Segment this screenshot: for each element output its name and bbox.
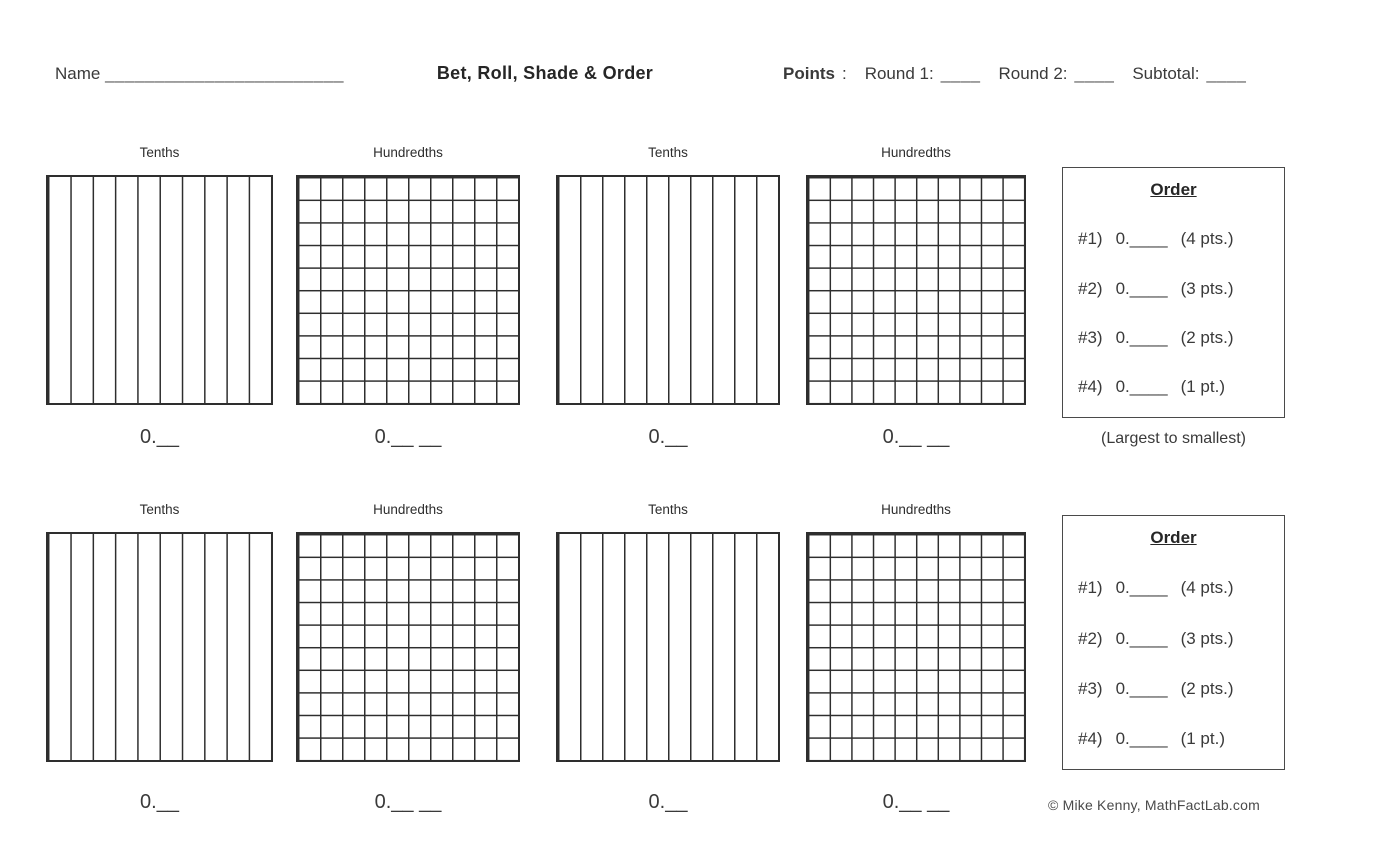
order-value-blank: 0.____ [1115, 729, 1168, 748]
hundredths-grid [806, 532, 1026, 762]
hundredths-grid [296, 175, 520, 405]
round1-blank: ____ [940, 64, 981, 83]
tenths-value-blank: 0.__ [140, 791, 179, 813]
copyright-text: © Mike Kenny, MathFactLab.com [1048, 797, 1260, 813]
round1-score-field [865, 64, 981, 84]
order-points: (2 pts.) [1180, 678, 1234, 698]
order-value-blank: 0.____ [1115, 278, 1168, 298]
round1-label: Round 1: [864, 64, 934, 83]
tenths-label: Tenths [648, 145, 688, 160]
subtotal-score-field [1132, 64, 1246, 84]
points-label-group [783, 64, 847, 84]
tenths-value-blank: 0.__ [648, 791, 688, 813]
order-entry-2 [1063, 279, 1284, 299]
order-value-blank: 0.____ [1115, 377, 1168, 396]
points-colon: : [841, 64, 847, 83]
hundredths-label: Hundredths [373, 145, 443, 160]
tenths-value-blank: 0.__ [648, 426, 688, 448]
name-label: Name [55, 64, 101, 83]
order-rank: #3) [1078, 678, 1103, 698]
round2-score-field [999, 64, 1115, 84]
round1-hundredths-block-1 [296, 143, 520, 405]
order-entry-3 [1063, 679, 1284, 699]
tenths-value-blank: 0.__ [140, 426, 179, 448]
round2-order-box [1062, 515, 1285, 770]
order-rank: #1) [1078, 229, 1103, 249]
tenths-label: Tenths [139, 502, 180, 517]
hundredths-value-blank: 0.__ __ [882, 426, 950, 448]
order-points: (2 pts.) [1180, 327, 1234, 347]
order-points: (4 pts.) [1180, 578, 1234, 598]
tenths-grid [556, 175, 780, 405]
order-entry-3 [1063, 328, 1284, 348]
tenths-label: Tenths [648, 502, 688, 517]
order-rank: #1) [1078, 578, 1103, 598]
tenths-grid [46, 532, 273, 762]
order-value-blank: 0.____ [1115, 578, 1168, 598]
hundredths-grid [296, 532, 520, 762]
order-entry-4 [1063, 377, 1284, 397]
order-points: (3 pts.) [1180, 278, 1234, 298]
order-rank: #4) [1078, 377, 1103, 396]
round1-tenths-block-1 [46, 143, 273, 405]
subtotal-label: Subtotal: [1132, 64, 1200, 83]
round1-order-box [1062, 167, 1285, 418]
round2-label: Round 2: [998, 64, 1068, 83]
hundredths-value-blank: 0.__ __ [374, 426, 442, 448]
round2-tenths-block-2 [556, 500, 780, 762]
order-rank: #2) [1078, 628, 1103, 648]
round2-tenths-block-1 [46, 500, 273, 762]
order-points: (4 pts.) [1180, 229, 1234, 249]
hundredths-grid [806, 175, 1026, 405]
order-rank: #4) [1078, 729, 1103, 748]
round2-hundredths-block-1 [296, 500, 520, 762]
order-box-title: Order [1150, 180, 1197, 199]
order-entry-2 [1063, 629, 1284, 649]
order-points: (1 pt.) [1180, 729, 1225, 748]
order-value-blank: 0.____ [1115, 327, 1168, 347]
round1-hundredths-block-2 [806, 143, 1026, 405]
order-value-blank: 0.____ [1115, 628, 1168, 648]
points-label: Points [783, 64, 835, 83]
hundredths-label: Hundredths [881, 145, 951, 160]
points-header [783, 64, 1246, 84]
name-blank-line: ________________________ [105, 64, 345, 83]
tenths-label: Tenths [139, 145, 180, 160]
round1-tenths-block-2 [556, 143, 780, 405]
hundredths-value-blank: 0.__ __ [882, 791, 950, 813]
subtotal-blank: ____ [1206, 64, 1247, 83]
round2-blank: ____ [1074, 64, 1115, 83]
order-rank: #3) [1078, 327, 1103, 347]
hundredths-value-blank: 0.__ __ [374, 791, 442, 813]
tenths-grid [556, 532, 780, 762]
order-entry-4 [1063, 729, 1284, 749]
page-title: Bet, Roll, Shade & Order [436, 63, 654, 83]
order-points: (1 pt.) [1180, 377, 1225, 396]
tenths-grid [46, 175, 273, 405]
order-entry-1 [1063, 578, 1284, 598]
name-field [55, 64, 344, 84]
order-box-note: (Largest to smallest) [1101, 430, 1246, 447]
order-value-blank: 0.____ [1115, 229, 1168, 249]
order-value-blank: 0.____ [1115, 678, 1168, 698]
order-entry-1 [1063, 229, 1284, 249]
order-points: (3 pts.) [1180, 628, 1234, 648]
order-box-title: Order [1150, 528, 1197, 547]
round2-hundredths-block-2 [806, 500, 1026, 762]
hundredths-label: Hundredths [373, 502, 443, 517]
hundredths-label: Hundredths [881, 502, 951, 517]
order-rank: #2) [1078, 278, 1103, 298]
